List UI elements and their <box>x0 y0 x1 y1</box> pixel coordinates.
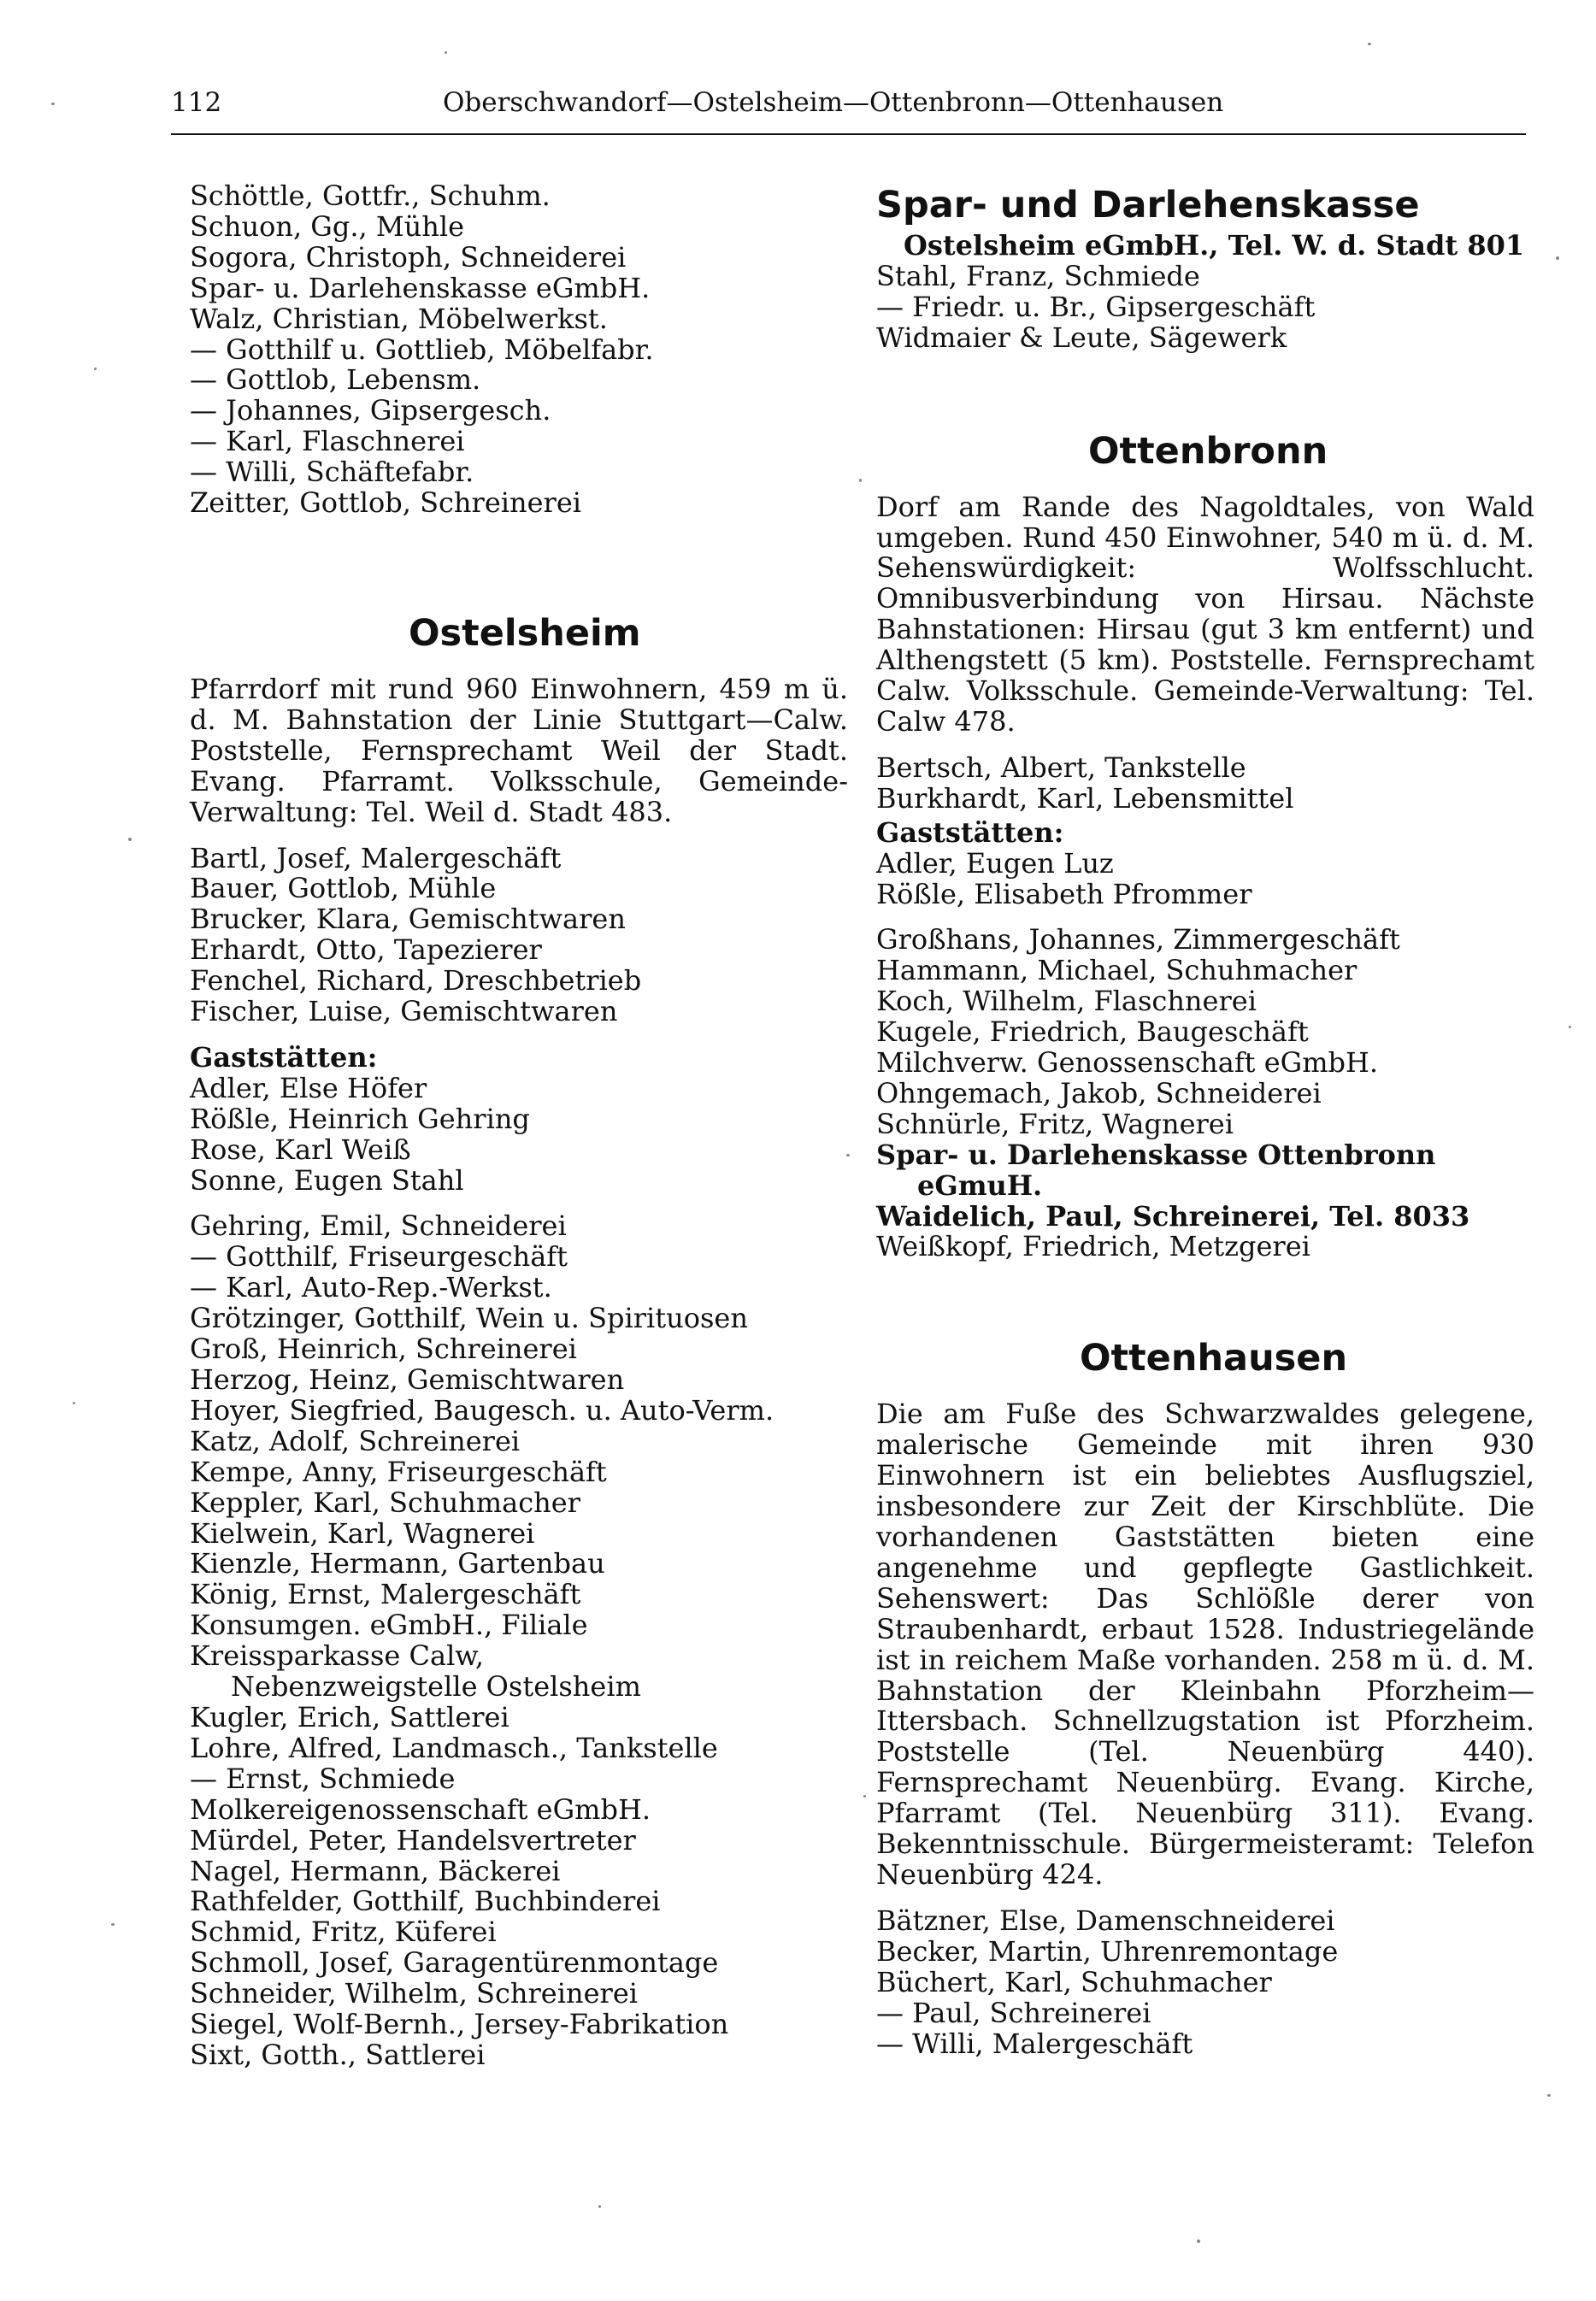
list-item: Herzog, Heinz, Gemischtwaren <box>190 1363 625 1396</box>
section-title-ottenhausen: Ottenhausen <box>1080 1337 1348 1380</box>
list-item: Keppler, Karl, Schuhmacher <box>190 1486 580 1519</box>
list-item: Kreissparkasse Calw, <box>190 1639 485 1673</box>
ottenhausen-description: Die am Fuße des Schwarzwaldes gelegene, malerische Gemeinde mit ihren 930 Einwohnern ist ein beliebtes Ausflugsziel, insbesondere zur Zeit der Kirschblüte. Die vorhandenen Gaststätten bieten eine angenehme und gepflegte Gastlichkeit. Sehenswert: Das Schlößle derer von Straubenhardt, erbaut 1528. Industriegelände ist in reichem Maße vorhanden. 258 m ü. d. M. Bahnstation der Kleinbahn Pforzheim—Ittersbach. Schnellzugstation ist Pforzheim. Poststelle (Tel. Neuenbürg 440). Fernsprechamt Neuenbürg. Evang. Kirche, Pfarramt (Tel. Neuenbürg 311). Evang. Bekenntnisschule. Bürgermeisteramt: Telefon Neuenbürg 424. <box>876 1398 1534 1891</box>
list-item: Adler, Else Höfer <box>190 1071 427 1104</box>
spar-entries-list <box>876 259 1534 354</box>
list-item: Sonne, Eugen Stahl <box>190 1163 464 1197</box>
page-number: 112 <box>171 87 222 118</box>
speck <box>94 368 97 370</box>
list-item: Mürdel, Peter, Handelsvertreter <box>190 1823 636 1857</box>
gaststaetten-label: Gaststätten: <box>876 815 1064 849</box>
list-item: Walz, Christian, Möbelwerkst. <box>190 302 608 335</box>
list-item: Kielwein, Karl, Wagnerei <box>190 1516 535 1550</box>
list-item: Fenchel, Richard, Dreschbetrieb <box>190 964 642 997</box>
speck <box>598 2205 601 2208</box>
list-item: Schmid, Fritz, Küferei <box>190 1916 497 1949</box>
ostelsheim-description: Pfarrdorf mit rund 960 Einwohnern, 459 m ü. d. M. Bahnstation der Linie Stuttgart—Calw. Poststelle, Fernsprechamt Weil der Stadt. Evang. Pfarramt. Volksschule, Gemeinde-Verwaltung: Tel. Weil d. Stadt 483. <box>190 672 848 828</box>
list-item: Brucker, Klara, Gemischtwaren <box>190 903 626 936</box>
list-item: Katz, Adolf, Schreinerei <box>190 1424 521 1457</box>
list-item: Zeitter, Gottlob, Schreinerei <box>190 486 581 520</box>
ottenbronn-gaststaetten-list <box>876 846 1534 910</box>
oberschwandorf-entries-list <box>190 181 848 519</box>
speck <box>128 838 132 841</box>
list-item: Fischer, Luise, Gemischtwaren <box>190 995 618 1028</box>
list-item: — Ernst, Schmiede <box>190 1762 456 1795</box>
list-item: Hoyer, Siegfried, Baugesch. u. Auto-Verm. <box>190 1393 774 1427</box>
speck <box>859 479 862 482</box>
list-item: — Gotthilf, Friseurgeschäft <box>190 1240 568 1274</box>
speck <box>73 1402 75 1404</box>
list-item: — Willi, Schäftefabr. <box>190 456 474 489</box>
list-item: Schnürle, Fritz, Wagnerei <box>876 1107 1234 1140</box>
list-item: Erhardt, Otto, Tapezierer <box>190 933 542 967</box>
list-item: Groß, Heinrich, Schreinerei <box>190 1333 577 1366</box>
header-divider <box>171 133 1526 135</box>
speck <box>51 103 55 105</box>
list-item: Burkhardt, Karl, Lebensmittel <box>876 781 1294 815</box>
list-item: Stahl, Franz, Schmiede <box>876 259 1200 292</box>
left-column <box>190 181 848 2071</box>
list-item: Milchverw. Genossenschaft eGmbH. <box>876 1046 1379 1080</box>
ottenhausen-entries-list <box>876 1906 1534 2060</box>
list-item: Lohre, Alfred, Landmasch., Tankstelle <box>190 1731 718 1764</box>
list-item: Sogora, Christoph, Schneiderei <box>190 240 627 274</box>
list-item: Koch, Wilhelm, Flaschnerei <box>876 985 1257 1018</box>
ottenbronn-description: Dorf am Rande des Nagoldtales, von Wald umgeben. Rund 450 Einwohner, 540 m ü. d. M. Sehenswürdigkeit: Wolfsschlucht. Omnibusverbindung von Hirsau. Nächste Bahnstationen: Hirsau (gut 3 km entfernt) und Althengstett (5 km). Poststelle. Fernsprechamt Calw. Volksschule. Gemeinde-Verwaltung: Tel. Calw 478. <box>876 490 1534 738</box>
list-item: Großhans, Johannes, Zimmergeschäft <box>876 923 1400 956</box>
list-item: — Gotthilf u. Gottlieb, Möbelfabr. <box>190 332 654 366</box>
list-item: — Willi, Malergeschäft <box>876 2027 1193 2060</box>
ostelsheim-entries-list-2 <box>190 1211 848 2070</box>
list-item: Sixt, Gotth., Sattlerei <box>190 2038 486 2071</box>
speck <box>846 1154 850 1156</box>
list-item: Kienzle, Hermann, Gartenbau <box>190 1547 605 1580</box>
list-item: Schneider, Wilhelm, Schreinerei <box>190 1977 638 2010</box>
list-item: Ohngemach, Jakob, Schneiderei <box>876 1076 1322 1109</box>
list-item: Molkereigenossenschaft eGmbH. <box>190 1792 651 1826</box>
speck <box>1556 256 1559 260</box>
list-item: Bätzner, Else, Damenschneiderei <box>876 1904 1335 1937</box>
running-title: Oberschwandorf—Ostelsheim—Ottenbronn—Ottenhausen <box>443 87 1224 118</box>
gaststaetten-label: Gaststätten: <box>190 1040 378 1074</box>
spar-subtitle: Ostelsheim eGmbH., Tel. W. d. Stadt 801 <box>904 229 1525 262</box>
speck <box>111 1923 115 1926</box>
list-item: Kugler, Erich, Sattlerei <box>190 1700 509 1733</box>
ostelsheim-entries-list <box>190 841 848 1028</box>
section-title-ostelsheim: Ostelsheim <box>409 611 641 655</box>
speck <box>1368 43 1371 45</box>
list-item: Weißkopf, Friedrich, Metzgerei <box>876 1230 1310 1263</box>
list-item: Widmaier & Leute, Sägewerk <box>876 321 1287 354</box>
list-item: Rößle, Heinrich Gehring <box>190 1102 530 1135</box>
list-item: Bartl, Josef, Malergeschäft <box>190 841 562 874</box>
list-item: Schmoll, Josef, Garagentürenmontage <box>190 1946 719 1980</box>
right-column <box>876 179 1534 2059</box>
speck <box>863 1795 866 1798</box>
speck <box>1569 1026 1571 1028</box>
list-item: Nebenzweigstelle Ostelsheim <box>231 1670 641 1704</box>
list-item: Rößle, Elisabeth Pfrommer <box>876 877 1252 910</box>
list-item: — Karl, Flaschnerei <box>190 425 465 458</box>
list-item: Bauer, Gottlob, Mühle <box>190 872 497 905</box>
list-item: — Karl, Auto-Rep.-Werkst. <box>190 1271 552 1304</box>
list-item: — Johannes, Gipsergesch. <box>190 394 551 427</box>
list-item: — Paul, Schreinerei <box>876 1996 1151 2029</box>
list-item: Rose, Karl Weiß <box>190 1133 411 1166</box>
list-item: Schöttle, Gottfr., Schuhm. <box>190 179 551 212</box>
list-item: Nagel, Hermann, Bäckerei <box>190 1854 561 1887</box>
ostelsheim-gaststaetten-list <box>190 1071 848 1197</box>
list-item: König, Ernst, Malergeschäft <box>190 1578 581 1611</box>
page-header <box>171 84 1526 123</box>
list-item: Grötzinger, Gotthilf, Wein u. Spirituosen <box>190 1302 748 1335</box>
ottenbronn-entries-list <box>876 750 1534 815</box>
list-item: Gehring, Emil, Schneiderei <box>190 1209 567 1243</box>
list-item: Büchert, Karl, Schuhmacher <box>876 1965 1272 1998</box>
list-item: Becker, Martin, Uhrenremontage <box>876 1934 1339 1968</box>
list-item: Waidelich, Paul, Schreinerei, Tel. 8033 <box>876 1199 1470 1233</box>
list-item: Spar- u. Darlehenskasse Ottenbronn <box>876 1138 1436 1171</box>
list-item: Spar- u. Darlehenskasse eGmbH. <box>190 271 651 304</box>
section-title-ottenbronn: Ottenbronn <box>1088 429 1328 473</box>
list-item: — Friedr. u. Br., Gipsergeschäft <box>876 290 1316 323</box>
list-item: Adler, Eugen Luz <box>876 846 1114 880</box>
speck <box>1197 2239 1200 2243</box>
speck <box>445 51 447 54</box>
list-item: eGmuH. <box>917 1168 1043 1202</box>
list-item: Konsumgen. eGmbH., Filiale <box>190 1609 588 1642</box>
list-item: Hammann, Michael, Schuhmacher <box>876 954 1357 987</box>
list-item: Schuon, Gg., Mühle <box>190 209 464 243</box>
list-item: Siegel, Wolf-Bernh., Jersey-Fabrikation <box>190 2008 729 2041</box>
list-item: Kugele, Friedrich, Baugeschäft <box>876 1015 1309 1049</box>
ottenbronn-entries-list-2 <box>876 925 1534 1262</box>
list-item: Kempe, Anny, Friseurgeschäft <box>190 1455 607 1488</box>
section-title-spar-und-darlehenskasse: Spar- und Darlehenskasse <box>876 184 1420 227</box>
list-item: Bertsch, Albert, Tankstelle <box>876 750 1246 784</box>
list-item: — Gottlob, Lebensm. <box>190 363 481 397</box>
speck <box>1547 2094 1551 2097</box>
list-item: Rathfelder, Gotthilf, Buchbinderei <box>190 1885 661 1918</box>
